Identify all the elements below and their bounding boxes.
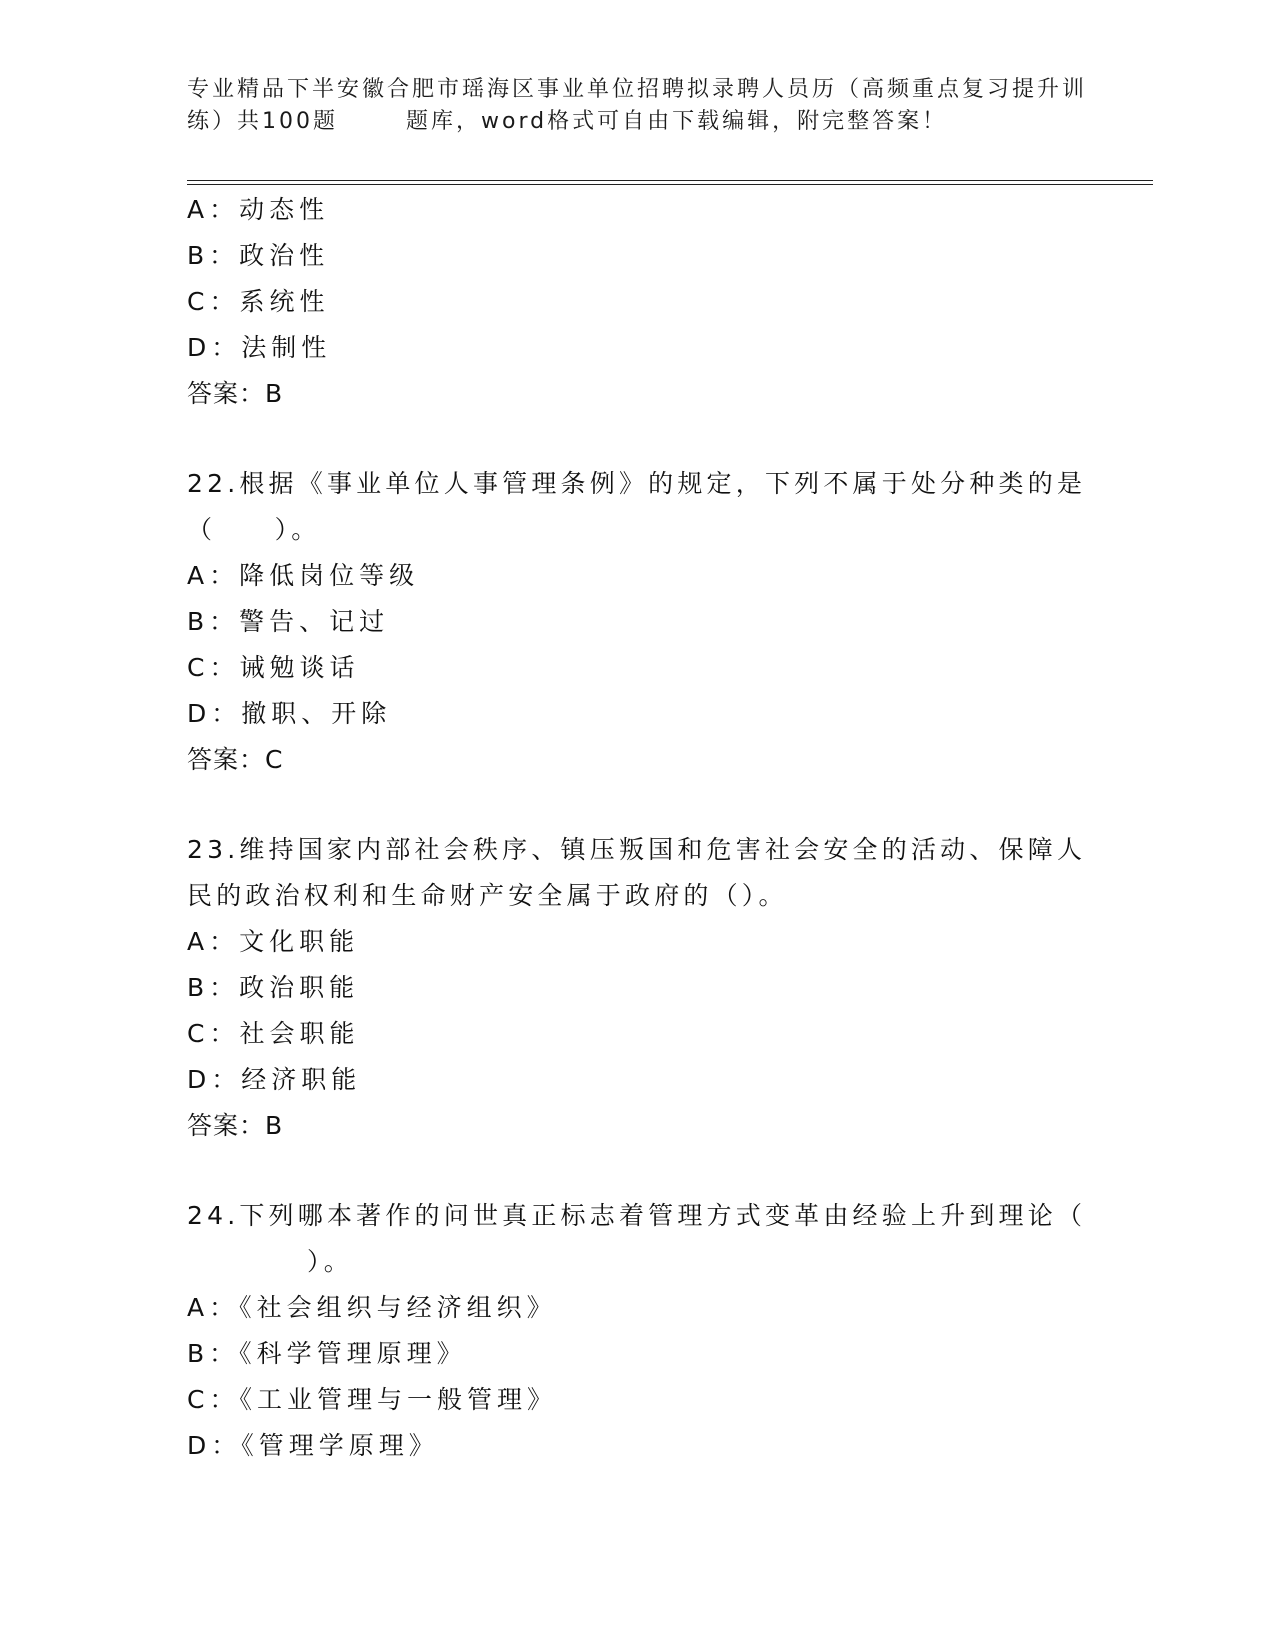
- option-d: D：法制性: [187, 333, 332, 362]
- question-23: [187, 827, 1087, 1149]
- question-stem-line-1: 23.维持国家内部社会秩序、镇压叛国和危害社会安全的活动、保障人: [187, 835, 1087, 864]
- document-body: [187, 187, 1087, 1469]
- question-stem-line-2: （ ）。: [187, 515, 321, 544]
- option-a: A：文化职能: [187, 927, 360, 956]
- option-b: B：政治职能: [187, 973, 360, 1002]
- answer: 答案：C: [187, 745, 284, 774]
- option-b: B：政治性: [187, 241, 330, 270]
- header-line-2-part-1: 练）共100题: [187, 109, 338, 134]
- option-a: A：动态性: [187, 195, 330, 224]
- option-c: C：《工业管理与一般管理》: [187, 1385, 557, 1414]
- option-d: D：经济职能: [187, 1065, 362, 1094]
- option-d: D：《管理学原理》: [187, 1431, 439, 1460]
- option-d: D：撤职、开除: [187, 699, 392, 728]
- option-c: C：系统性: [187, 287, 330, 316]
- question-stem: [187, 1193, 1087, 1285]
- answer: 答案：B: [187, 1111, 284, 1140]
- question-22: [187, 461, 1087, 783]
- document-header: [187, 74, 1087, 138]
- question-stem: [187, 461, 1087, 553]
- option-b: B：警告、记过: [187, 607, 390, 636]
- option-a: A：《社会组织与经济组织》: [187, 1293, 557, 1322]
- question-stem-line-1: 24.下列哪本著作的问世真正标志着管理方式变革由经验上升到理论（: [187, 1201, 1087, 1230]
- question-21: [187, 187, 1087, 417]
- option-a: A：降低岗位等级: [187, 561, 420, 590]
- question-24: [187, 1193, 1087, 1469]
- option-b: B：《科学管理原理》: [187, 1339, 467, 1368]
- header-line-2: [187, 106, 1087, 138]
- answer: 答案：B: [187, 379, 284, 408]
- question-stem: [187, 827, 1087, 919]
- question-stem-line-1: 22.根据《事业单位人事管理条例》的规定，下列不属于处分种类的是: [187, 469, 1087, 498]
- header-line-1: 专业精品下半安徽合肥市瑶海区事业单位招聘拟录聘人员历（高频重点复习提升训: [187, 77, 1088, 102]
- question-stem-line-2: 民的政治权利和生命财产安全属于政府的（）。: [187, 881, 788, 910]
- header-divider-top: [187, 180, 1153, 181]
- option-c: C：诫勉谈话: [187, 653, 360, 682]
- question-stem-line-2: ）。: [307, 1247, 353, 1276]
- option-c: C：社会职能: [187, 1019, 360, 1048]
- header-line-2-part-2: 题库，word格式可自由下载编辑，附完整答案！: [406, 109, 948, 134]
- header-divider-bottom: [187, 184, 1153, 185]
